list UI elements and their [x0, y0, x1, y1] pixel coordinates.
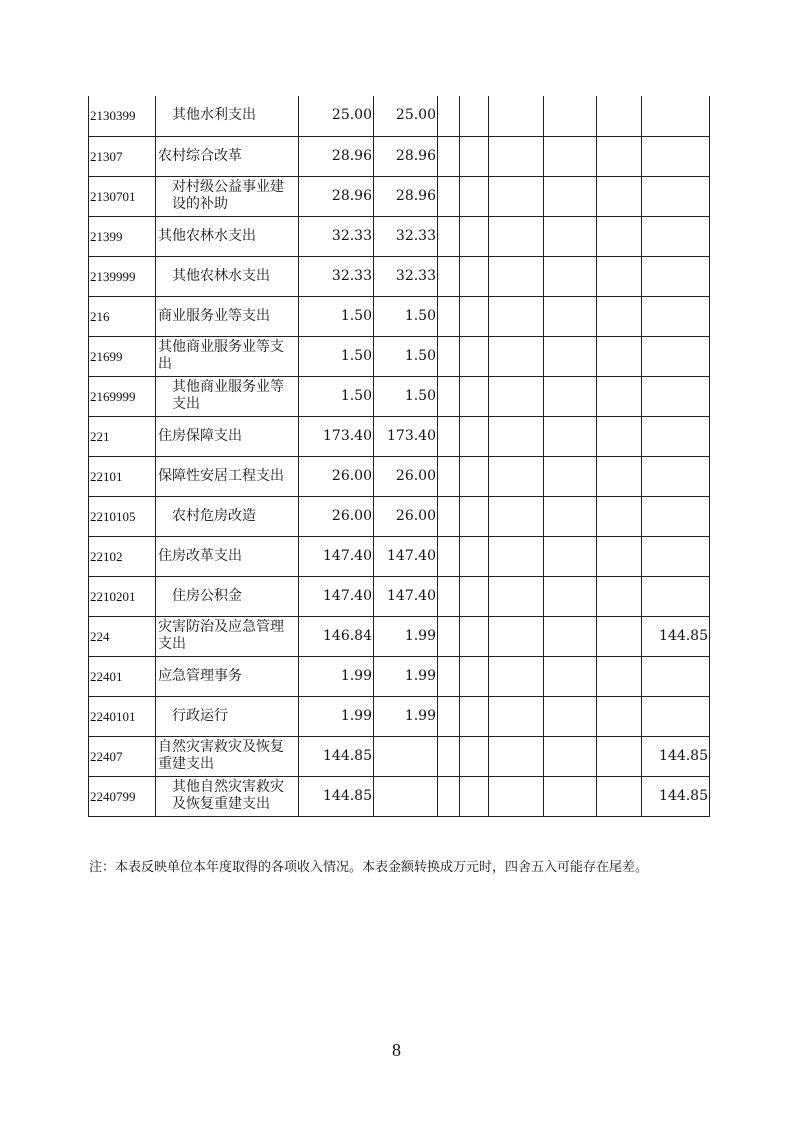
- general-budget-cell: 1.99: [374, 616, 438, 656]
- code-cell: 2139999: [89, 256, 156, 296]
- col-10-cell: [642, 216, 710, 256]
- page-number: 8: [392, 1040, 401, 1060]
- col-7-cell: [489, 576, 544, 616]
- general-budget-cell: [374, 736, 438, 776]
- col-5-cell: [438, 376, 460, 416]
- name-cell: 其他水利支出: [156, 96, 299, 136]
- col-5-cell: [438, 416, 460, 456]
- table-row: [89, 296, 710, 336]
- col-9-cell: [597, 416, 642, 456]
- col-6-cell: [460, 416, 489, 456]
- col-5-cell: [438, 656, 460, 696]
- name-cell: 住房公积金: [156, 576, 299, 616]
- general-budget-cell: 1.99: [374, 696, 438, 736]
- name-cell: 应急管理事务: [156, 656, 299, 696]
- table-row: [89, 176, 710, 216]
- table-row: [89, 336, 710, 376]
- general-budget-cell: 1.50: [374, 376, 438, 416]
- code-cell: 2240799: [89, 776, 156, 816]
- code-cell: 2130399: [89, 96, 156, 136]
- col-10-cell: 144.85: [642, 776, 710, 816]
- col-6-cell: [460, 96, 489, 136]
- col-5-cell: [438, 736, 460, 776]
- col-9-cell: [597, 136, 642, 176]
- col-7-cell: [489, 176, 544, 216]
- general-budget-cell: 25.00: [374, 96, 438, 136]
- total-cell: 1.99: [299, 656, 374, 696]
- col-9-cell: [597, 736, 642, 776]
- code-cell: 22401: [89, 656, 156, 696]
- total-cell: 28.96: [299, 176, 374, 216]
- col-5-cell: [438, 696, 460, 736]
- code-cell: 21307: [89, 136, 156, 176]
- col-7-cell: [489, 456, 544, 496]
- total-cell: 173.40: [299, 416, 374, 456]
- code-cell: 2240101: [89, 696, 156, 736]
- general-budget-cell: 1.50: [374, 336, 438, 376]
- table-row: [89, 416, 710, 456]
- col-10-cell: [642, 536, 710, 576]
- total-cell: 1.99: [299, 696, 374, 736]
- total-cell: 144.85: [299, 736, 374, 776]
- code-cell: 224: [89, 616, 156, 656]
- total-cell: 146.84: [299, 616, 374, 656]
- col-6-cell: [460, 696, 489, 736]
- col-10-cell: 144.85: [642, 616, 710, 656]
- total-cell: 1.50: [299, 376, 374, 416]
- col-9-cell: [597, 536, 642, 576]
- col-6-cell: [460, 456, 489, 496]
- col-10-cell: [642, 416, 710, 456]
- table-note: 注：本表反映单位本年度取得的各项收入情况。本表金额转换成万元时，四舍五入可能存在尾差。: [89, 860, 649, 875]
- general-budget-cell: 32.33: [374, 256, 438, 296]
- col-6-cell: [460, 496, 489, 536]
- code-cell: 21699: [89, 336, 156, 376]
- total-cell: 144.85: [299, 776, 374, 816]
- col-7-cell: [489, 776, 544, 816]
- col-9-cell: [597, 696, 642, 736]
- total-cell: 32.33: [299, 256, 374, 296]
- col-10-cell: [642, 136, 710, 176]
- col-9-cell: [597, 216, 642, 256]
- col-10-cell: [642, 576, 710, 616]
- code-cell: 2210201: [89, 576, 156, 616]
- col-6-cell: [460, 536, 489, 576]
- general-budget-cell: 147.40: [374, 536, 438, 576]
- col-9-cell: [597, 96, 642, 136]
- col-5-cell: [438, 136, 460, 176]
- col-10-cell: [642, 256, 710, 296]
- code-cell: 22102: [89, 536, 156, 576]
- general-budget-cell: 173.40: [374, 416, 438, 456]
- table-row: [89, 616, 710, 656]
- col-5-cell: [438, 496, 460, 536]
- col-7-cell: [489, 496, 544, 536]
- total-cell: 32.33: [299, 216, 374, 256]
- general-budget-cell: 1.50: [374, 296, 438, 336]
- col-10-cell: [642, 176, 710, 216]
- col-7-cell: [489, 616, 544, 656]
- code-cell: 216: [89, 296, 156, 336]
- general-budget-cell: 28.96: [374, 176, 438, 216]
- col-7-cell: [489, 336, 544, 376]
- table-row: [89, 776, 710, 816]
- col-7-cell: [489, 296, 544, 336]
- table-row: [89, 496, 710, 536]
- col-8-cell: [544, 776, 597, 816]
- name-cell: 农村综合改革: [156, 136, 299, 176]
- col-5-cell: [438, 256, 460, 296]
- general-budget-cell: 1.99: [374, 656, 438, 696]
- col-8-cell: [544, 336, 597, 376]
- col-9-cell: [597, 776, 642, 816]
- col-7-cell: [489, 536, 544, 576]
- table-row: [89, 536, 710, 576]
- col-10-cell: 144.85: [642, 736, 710, 776]
- name-cell: 农村危房改造: [156, 496, 299, 536]
- name-cell: 其他商业服务业等支出: [156, 376, 299, 416]
- col-5-cell: [438, 776, 460, 816]
- name-cell: 其他自然灾害救灾及恢复重建支出: [156, 776, 299, 816]
- col-5-cell: [438, 176, 460, 216]
- total-cell: 1.50: [299, 296, 374, 336]
- total-cell: 25.00: [299, 96, 374, 136]
- table-row: [89, 96, 710, 136]
- name-cell: 灾害防治及应急管理支出: [156, 616, 299, 656]
- table-row: [89, 216, 710, 256]
- col-5-cell: [438, 96, 460, 136]
- total-cell: 26.00: [299, 496, 374, 536]
- col-7-cell: [489, 256, 544, 296]
- col-10-cell: [642, 296, 710, 336]
- col-9-cell: [597, 576, 642, 616]
- name-cell: 保障性安居工程支出: [156, 456, 299, 496]
- total-cell: 26.00: [299, 456, 374, 496]
- general-budget-cell: [374, 776, 438, 816]
- col-9-cell: [597, 376, 642, 416]
- table-row: [89, 696, 710, 736]
- name-cell: 对村级公益事业建设的补助: [156, 176, 299, 216]
- table-row: [89, 256, 710, 296]
- code-cell: 2210105: [89, 496, 156, 536]
- name-cell: 行政运行: [156, 696, 299, 736]
- code-cell: 21399: [89, 216, 156, 256]
- name-cell: 其他商业服务业等支出: [156, 336, 299, 376]
- col-7-cell: [489, 656, 544, 696]
- col-9-cell: [597, 256, 642, 296]
- col-6-cell: [460, 776, 489, 816]
- col-5-cell: [438, 616, 460, 656]
- col-6-cell: [460, 136, 489, 176]
- col-7-cell: [489, 96, 544, 136]
- col-10-cell: [642, 376, 710, 416]
- table-row: [89, 736, 710, 776]
- name-cell: 其他农林水支出: [156, 256, 299, 296]
- col-9-cell: [597, 296, 642, 336]
- col-6-cell: [460, 656, 489, 696]
- col-5-cell: [438, 456, 460, 496]
- col-7-cell: [489, 696, 544, 736]
- col-8-cell: [544, 96, 597, 136]
- total-cell: 28.96: [299, 136, 374, 176]
- name-cell: 商业服务业等支出: [156, 296, 299, 336]
- name-cell: 住房改革支出: [156, 536, 299, 576]
- name-cell: 住房保障支出: [156, 416, 299, 456]
- general-budget-cell: 147.40: [374, 576, 438, 616]
- col-8-cell: [544, 136, 597, 176]
- col-8-cell: [544, 216, 597, 256]
- code-cell: 2130701: [89, 176, 156, 216]
- col-7-cell: [489, 216, 544, 256]
- col-8-cell: [544, 456, 597, 496]
- table-body: [89, 96, 710, 816]
- budget-table: [88, 96, 710, 817]
- col-8-cell: [544, 376, 597, 416]
- col-5-cell: [438, 216, 460, 256]
- col-7-cell: [489, 376, 544, 416]
- col-8-cell: [544, 696, 597, 736]
- total-cell: 1.50: [299, 336, 374, 376]
- table-row: [89, 576, 710, 616]
- col-8-cell: [544, 496, 597, 536]
- col-6-cell: [460, 336, 489, 376]
- table-row: [89, 456, 710, 496]
- col-7-cell: [489, 136, 544, 176]
- col-10-cell: [642, 696, 710, 736]
- col-10-cell: [642, 656, 710, 696]
- col-8-cell: [544, 576, 597, 616]
- col-8-cell: [544, 736, 597, 776]
- col-5-cell: [438, 336, 460, 376]
- code-cell: 22101: [89, 456, 156, 496]
- col-8-cell: [544, 256, 597, 296]
- col-8-cell: [544, 616, 597, 656]
- col-10-cell: [642, 96, 710, 136]
- general-budget-cell: 32.33: [374, 216, 438, 256]
- general-budget-cell: 28.96: [374, 136, 438, 176]
- col-6-cell: [460, 176, 489, 216]
- general-budget-cell: 26.00: [374, 456, 438, 496]
- col-6-cell: [460, 616, 489, 656]
- col-7-cell: [489, 416, 544, 456]
- code-cell: 221: [89, 416, 156, 456]
- col-6-cell: [460, 376, 489, 416]
- col-9-cell: [597, 616, 642, 656]
- col-5-cell: [438, 576, 460, 616]
- col-9-cell: [597, 336, 642, 376]
- col-10-cell: [642, 496, 710, 536]
- total-cell: 147.40: [299, 536, 374, 576]
- col-6-cell: [460, 256, 489, 296]
- col-6-cell: [460, 216, 489, 256]
- name-cell: 其他农林水支出: [156, 216, 299, 256]
- col-8-cell: [544, 536, 597, 576]
- general-budget-cell: 26.00: [374, 496, 438, 536]
- col-10-cell: [642, 336, 710, 376]
- table-row: [89, 136, 710, 176]
- col-9-cell: [597, 176, 642, 216]
- col-8-cell: [544, 656, 597, 696]
- col-9-cell: [597, 656, 642, 696]
- col-7-cell: [489, 736, 544, 776]
- col-10-cell: [642, 456, 710, 496]
- col-5-cell: [438, 296, 460, 336]
- col-9-cell: [597, 456, 642, 496]
- col-6-cell: [460, 576, 489, 616]
- code-cell: 22407: [89, 736, 156, 776]
- table-row: [89, 376, 710, 416]
- col-9-cell: [597, 496, 642, 536]
- total-cell: 147.40: [299, 576, 374, 616]
- col-8-cell: [544, 416, 597, 456]
- code-cell: 2169999: [89, 376, 156, 416]
- col-6-cell: [460, 736, 489, 776]
- col-8-cell: [544, 296, 597, 336]
- col-5-cell: [438, 536, 460, 576]
- name-cell: 自然灾害救灾及恢复重建支出: [156, 736, 299, 776]
- col-8-cell: [544, 176, 597, 216]
- table-row: [89, 656, 710, 696]
- col-6-cell: [460, 296, 489, 336]
